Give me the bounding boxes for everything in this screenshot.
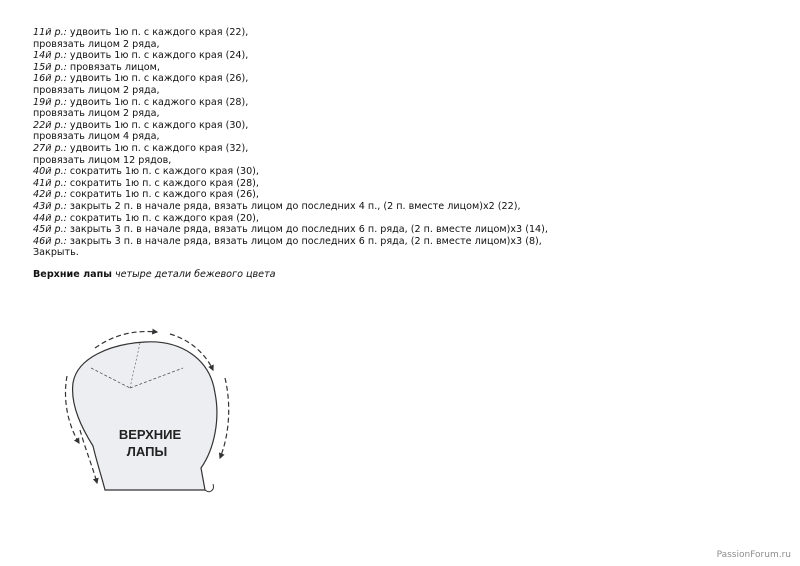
row-label: 15й р.:: [33, 61, 67, 73]
instruction-line: [33, 120, 773, 132]
row-text: провязать лицом 12 рядов,: [33, 154, 172, 166]
row-text: провязать лицом 2 ряда,: [33, 84, 160, 96]
instruction-line: [33, 201, 773, 213]
row-label: 14й р.:: [33, 50, 67, 62]
instruction-line: [33, 27, 773, 39]
instruction-line: [33, 189, 773, 201]
instruction-line: [33, 166, 773, 178]
row-label: 42й р.:: [33, 189, 67, 201]
instruction-line: [33, 236, 773, 248]
section-heading: [33, 269, 276, 280]
row-text: удвоить 1ю п. с каждого края (24),: [66, 50, 249, 62]
row-text: провязать лицом,: [66, 61, 160, 73]
row-text: провязать лицом 2 ряда,: [33, 108, 160, 120]
row-text: провязать лицом 4 ряда,: [33, 131, 160, 143]
row-label: 46й р.:: [33, 235, 67, 247]
row-label: 43й р.:: [33, 200, 67, 212]
row-text: провязать лицом 2 ряда,: [33, 38, 160, 50]
row-text: закрыть 3 п. в начале ряда, вязать лицом до последних 6 п. ряда, (2 п. вместе лицом)x3 (14),: [66, 224, 548, 236]
instruction-line: [33, 73, 773, 85]
row-label: 22й р.:: [33, 119, 67, 131]
instruction-line: [33, 131, 773, 143]
instruction-line: [33, 108, 773, 120]
tail-hook: [205, 484, 213, 492]
instruction-line: [33, 224, 773, 236]
row-label: 19й р.:: [33, 96, 67, 108]
row-text: сократить 1ю п. с каждого края (28),: [66, 177, 259, 189]
row-text: сократить 1ю п. с каждого края (30),: [66, 166, 259, 178]
watermark: PassionForum.ru: [716, 550, 791, 560]
row-text: закрыть 3 п. в начале ряда, вязать лицом до последних 6 п. ряда, (2 п. вместе лицом)x3 (8),: [66, 235, 542, 247]
row-label: 41й р.:: [33, 177, 67, 189]
figure-label-line2: ЛАПЫ: [126, 444, 168, 459]
row-label: 44й р.:: [33, 212, 67, 224]
row-text: закрыть 2 п. в начале ряда, вязать лицом до последних 4 п., (2 п. вместе лицом)x2 (22),: [66, 200, 521, 212]
section-subtitle: четыре детали бежевого цвета: [111, 269, 276, 280]
row-label: 40й р.:: [33, 166, 67, 178]
figure-label-line1: ВЕРХНИЕ: [118, 427, 182, 442]
row-label: 11й р.:: [33, 27, 67, 38]
row-label: 27й р.:: [33, 142, 67, 154]
instruction-line: [33, 39, 773, 51]
row-text: сократить 1ю п. с каждого края (20),: [66, 212, 259, 224]
row-label: 16й р.:: [33, 73, 67, 85]
instruction-line: [33, 247, 773, 259]
instruction-line: [33, 178, 773, 190]
row-text: удвоить 1ю п. с каждого края (30),: [66, 119, 249, 131]
instruction-line: [33, 97, 773, 109]
instruction-line: [33, 143, 773, 155]
direction-arrow-right: [220, 378, 229, 458]
instruction-line: [33, 85, 773, 97]
row-text: сократить 1ю п. с каждого края (26),: [66, 189, 259, 201]
section-title: Верхние лапы: [33, 269, 112, 280]
paw-shape: [73, 342, 217, 490]
paw-pattern-svg: [55, 318, 255, 503]
row-text: удвоить 1ю п. с каждого края (32),: [66, 142, 249, 154]
paw-pattern-figure: [55, 318, 255, 503]
instructions-text: [33, 27, 773, 259]
instruction-line: [33, 50, 773, 62]
row-label: 45й р.:: [33, 224, 67, 236]
instruction-line: [33, 213, 773, 225]
row-text: удвоить 1ю п. с каждого края (26),: [66, 73, 249, 85]
instruction-line: [33, 155, 773, 167]
row-text: удвоить 1ю п. с каждого края (22),: [66, 27, 249, 38]
instruction-line: [33, 62, 773, 74]
row-text: Закрыть.: [33, 247, 79, 259]
row-text: удвоить 1ю п. с каджого края (28),: [66, 96, 249, 108]
